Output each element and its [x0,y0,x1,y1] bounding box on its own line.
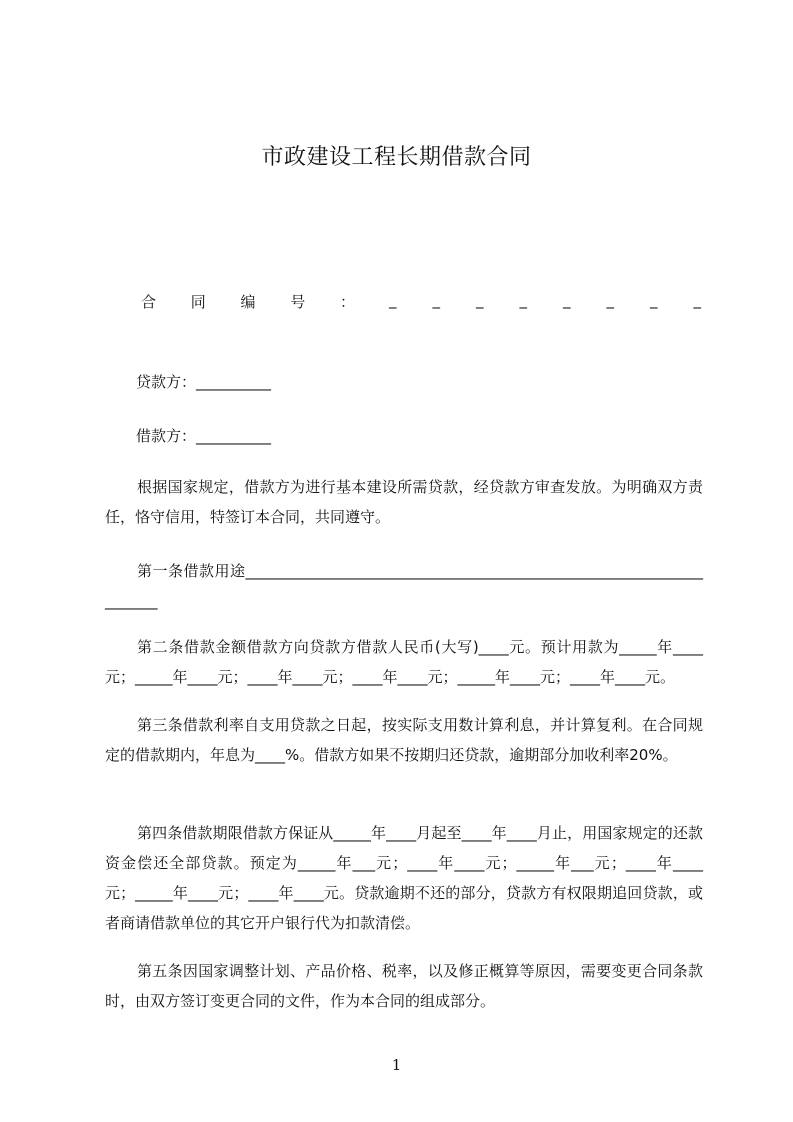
article-5 [105,956,703,1016]
label-char: 号 [290,293,306,311]
article-5-text: 第五条因国家调整计划、产品价格、税率，以及修正概算等原因，需要变更合同条款时，由双方签订变更合同的文件，作为本合同的组成部分。 [105,962,703,1010]
preamble-text: 根据国家规定，借款方为进行基本建设所需贷款，经贷款方审查发放。为明确双方责任，恪守信用，特签订本合同，共同遵守。 [105,478,703,526]
document-title: 市政建设工程长期借款合同 [261,145,532,170]
preamble-paragraph [105,472,703,532]
contract-number-label [141,291,355,312]
label-char: 编 [240,293,256,311]
article-3 [105,710,703,770]
article-3-text: 第三条借款利率自支用贷款之日起，按实际支用数计算利息，并计算复利。在合同规定的借款期内，年息为____%。借款方如果不按期归还贷款，逾期部分加收利率20%。 [105,716,703,764]
borrower-line: 借款方：__________ [136,427,272,445]
contract-number-blanks [389,291,701,309]
contract-number-line [141,291,701,313]
article-2-text: 第二条借款金额借款方向贷款方借款人民币(大写)____元。预计用款为_____年____元；_____年____元；____年____元；____年____元；_____年____元；____年____元。 [105,638,703,686]
blank: _ [693,291,701,309]
article-1-text: 第一条借款用途____________________________________________________________________ [105,562,703,610]
blank: _ [389,291,397,309]
article-4 [105,818,703,938]
article-4-text: 第四条借款期限借款方保证从_____年____月起至____年____月止，用国家规定的还款资金偿还全部贷款。预定为_____年___元；____年____元；_____年___元；____年____元；_____年____元；____年____元。贷款逾期不还的部分，贷款方有权限期追回贷款，或者商请借款单位的其它开户银行代为扣款清偿。 [105,824,703,932]
label-char: 合 [141,293,157,311]
blank: _ [476,291,484,309]
page-number: 1 [391,1056,402,1074]
blank: _ [519,291,527,309]
blank: _ [650,291,658,309]
article-2 [105,632,703,692]
blank: _ [432,291,440,309]
lender-line: 贷款方：__________ [136,373,272,391]
label-char: 同 [190,293,206,311]
label-char: ： [339,293,355,311]
blank: _ [563,291,571,309]
article-1 [105,556,703,616]
blank: _ [606,291,614,309]
